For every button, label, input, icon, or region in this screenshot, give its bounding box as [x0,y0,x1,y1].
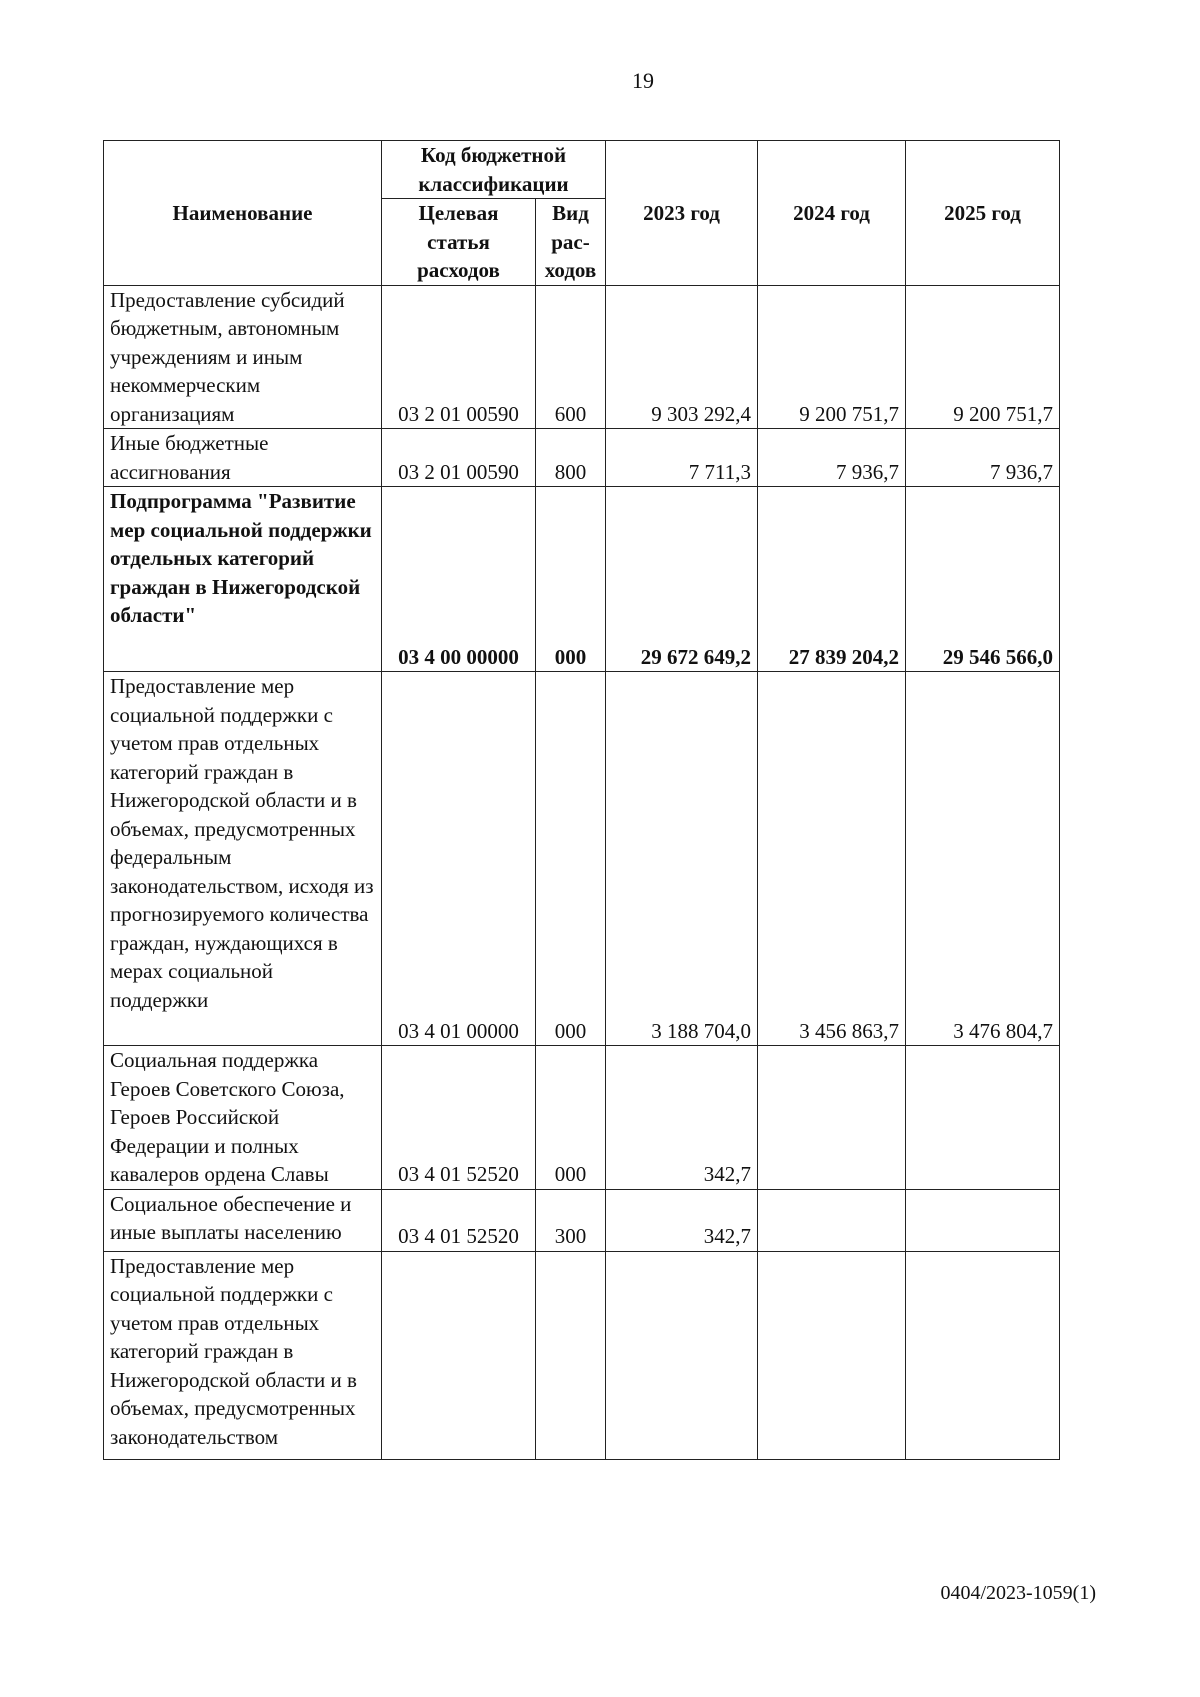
table-row [104,487,1060,672]
table-row [104,285,1060,429]
row-value-2023: 342,7 [606,1046,758,1190]
table-row [104,672,1060,1046]
row-value-2023: 7 711,3 [606,429,758,487]
header-expense-type: Вид рас-ходов [536,199,606,286]
row-name: Предоставление мер социальной поддержки с учетом прав отдельных категорий граждан в Нижегородской области и в объемах, предусмотренных законодательством [104,1251,382,1459]
budget-table [103,140,1060,1460]
row-value-2024: 27 839 204,2 [758,487,906,672]
table-body [104,285,1060,1459]
row-value-2024: 9 200 751,7 [758,285,906,429]
header-name: Наименование [104,141,382,286]
header-2023: 2023 год [606,141,758,286]
header-2024: 2024 год [758,141,906,286]
row-target-code: 03 4 01 52520 [382,1046,536,1190]
row-value-2024: 3 456 863,7 [758,672,906,1046]
row-value-2025: 9 200 751,7 [906,285,1060,429]
row-name: Иные бюджетные ассигнования [104,429,382,487]
header-target-article: Целевая статья расходов [382,199,536,286]
row-expense-type: 000 [536,1046,606,1190]
row-target-code: 03 2 01 00590 [382,429,536,487]
row-value-2024: 7 936,7 [758,429,906,487]
row-target-code: 03 4 00 00000 [382,487,536,672]
table-row [104,1189,1060,1251]
page-number: 19 [632,68,654,93]
row-value-2025: 29 546 566,0 [906,487,1060,672]
row-value-2023: 29 672 649,2 [606,487,758,672]
header-code-group: Код бюджетной классификации [382,141,606,199]
row-target-code: 03 4 01 52520 [382,1189,536,1251]
row-value-2023 [606,1251,758,1459]
row-expense-type: 000 [536,487,606,672]
row-value-2025: 7 936,7 [906,429,1060,487]
row-value-2025 [906,1189,1060,1251]
row-value-2023: 342,7 [606,1189,758,1251]
row-name: Предоставление мер социальной поддержки с учетом прав отдельных категорий граждан в Нижегородской области и в объемах, предусмотренных федеральным законодательством, исходя из прогнозируемого количества граждан, нуждающихся в мерах социальной поддержки [104,672,382,1046]
row-value-2024 [758,1046,906,1190]
row-value-2025: 3 476 804,7 [906,672,1060,1046]
row-name: Предоставление субсидий бюджетным, автономным учреждениям и иным некоммерческим организациям [104,285,382,429]
row-value-2025 [906,1251,1060,1459]
row-value-2025 [906,1046,1060,1190]
row-expense-type: 300 [536,1189,606,1251]
row-target-code: 03 4 01 00000 [382,672,536,1046]
document-number: 0404/2023-1059(1) [940,1582,1096,1604]
row-name: Социальное обеспечение и иные выплаты населению [104,1189,382,1251]
table-row [104,1251,1060,1459]
row-name: Подпрограмма "Развитие мер социальной поддержки отдельных категорий граждан в Нижегородской области" [104,487,382,672]
header-2025: 2025 год [906,141,1060,286]
row-expense-type: 800 [536,429,606,487]
row-value-2023: 3 188 704,0 [606,672,758,1046]
table-row [104,1046,1060,1190]
row-name: Социальная поддержка Героев Советского Союза, Героев Российской Федерации и полных кавалеров ордена Славы [104,1046,382,1190]
row-expense-type: 600 [536,285,606,429]
row-expense-type: 000 [536,672,606,1046]
row-target-code [382,1251,536,1459]
row-value-2023: 9 303 292,4 [606,285,758,429]
table-header [104,141,1060,286]
row-expense-type [536,1251,606,1459]
table-row [104,429,1060,487]
row-target-code: 03 2 01 00590 [382,285,536,429]
row-value-2024 [758,1189,906,1251]
row-value-2024 [758,1251,906,1459]
